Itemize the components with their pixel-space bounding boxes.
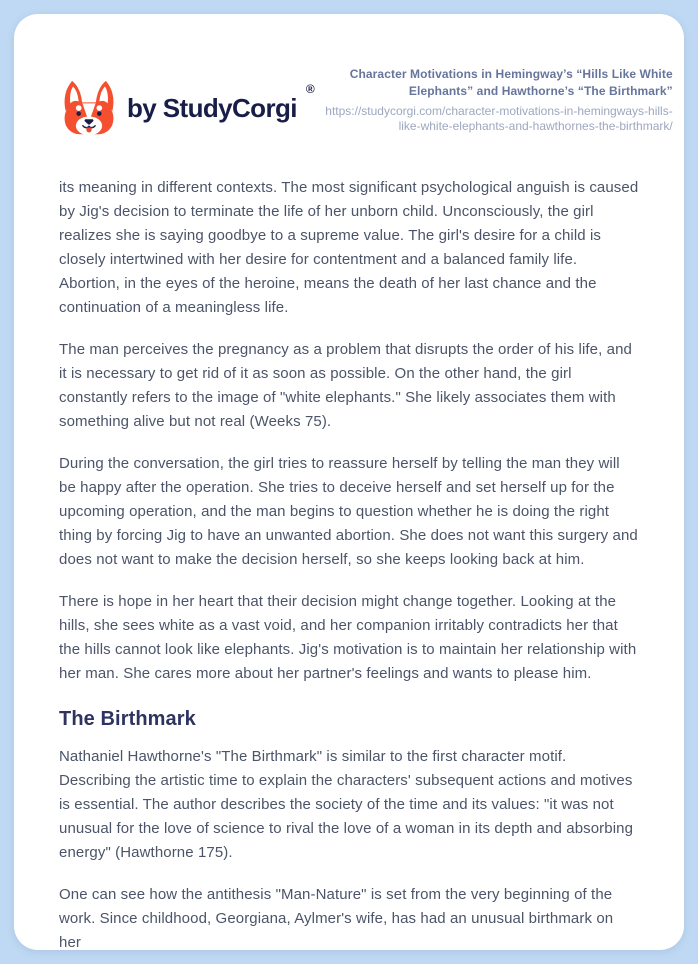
document-card <box>14 14 684 950</box>
paragraph: The man perceives the pregnancy as a problem that disrupts the order of his life, and it is necessary to get rid of it as soon as possible. On the other hand, the girl constantly refers to the image of "white elephants." She likely associates them with something alive but not real (Weeks 75). <box>59 341 632 430</box>
paragraph: There is hope in her heart that their decision might change together. Looking at the hills, she sees white as a vast void, and her companion irritably contradicts her that the hills cannot look like elephants. Jig's motivation is to maintain her relationship with her man. She cares more about her partner's feelings and wants to please him. <box>59 593 637 682</box>
section-heading-the-birthmark: The Birthmark <box>59 708 196 730</box>
paragraph: its meaning in different contexts. The most significant psychological anguish is caused by Jig's decision to terminate the life of her unborn child. Unconsciously, the girl realizes she is saying goodbye to a supreme value. The girl's desire for a child is closely intertwined with her desire for contentment and a balanced family life. Abortion, in the eyes of the heroine, means the death of her last chance and the continuation of a meaningless life. <box>59 179 639 316</box>
registered-trademark: ® <box>305 82 315 96</box>
paragraph: One can see how the antithesis "Man-Nature" is set from the very beginning of the work. Since childhood, Georgiana, Aylmer's wife, has had an unusual birthmark on her <box>59 886 614 950</box>
document-body <box>59 176 639 950</box>
document-header <box>59 14 673 138</box>
brand-name: by StudyCorgi <box>127 92 297 123</box>
corgi-logo-icon <box>59 78 119 138</box>
document-meta <box>315 66 673 134</box>
paragraph: Nathaniel Hawthorne's "The Birthmark" is similar to the first character motif. Describing the artistic time to explain the characters' subsequent actions and motives is essential. The author describes the society of the time and its values: "it was not unusual for the love of science to rival the love of a woman in its depth and absorbing energy" (Hawthorne 175). <box>59 748 634 861</box>
document-url[interactable]: https://studycorgi.com/character-motivations-in-hemingways-hills-like-white-elephants-and-hawthornes-the-birthmark/ <box>325 104 673 133</box>
document-title: Character Motivations in Hemingway’s “Hills Like White Elephants” and Hawthorne’s “The Birthmark” <box>349 67 673 98</box>
paragraph: During the conversation, the girl tries to reassure herself by telling the man they will be happy after the operation. She tries to deceive herself and set herself up for the upcoming operation, and the man begins to question whether he is doing the right thing by forcing Jig to have an unwanted abortion. She does not want this surgery and does not want to make the decision herself, so she keeps looking back at him. <box>59 455 638 568</box>
brand <box>59 78 315 138</box>
